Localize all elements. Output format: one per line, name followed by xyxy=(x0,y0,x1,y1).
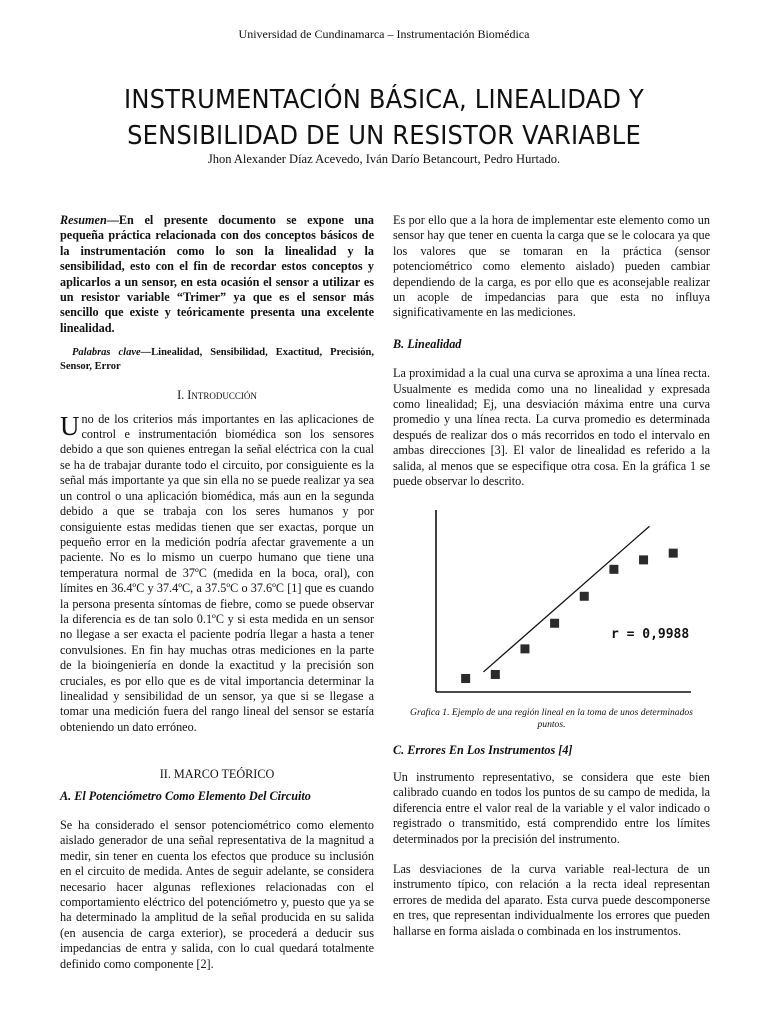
section-2-heading: II. MARCO TEÓRICO xyxy=(159,767,275,782)
subsection-b-heading: B. Linealidad xyxy=(393,336,462,351)
subsection-c-text-2: Las desviaciones de la curva variable real-lectura de un instrumento típico, con relación a la recta ideal representan errores de medida del aparato. Esta curva puede descomponerse en tres, que representan individualmente los errores que pueden hallarse en forma aislada o combinada en los instrumentos. xyxy=(393,861,710,938)
keywords xyxy=(60,346,374,373)
subsection-a-text: Se ha considerado el sensor potenciométrico como elemento aislado generador de una señal representativa de la magnitud a medir, sin tener en cuenta los efectos que produce su inclusión en el circuito de medida. Antes de seguir adelante, se considera necesario hacer algunas reflexiones relacionadas con el comportamiento eléctrico del potenciómetro y, puesto que ya se ha determinado la amplitud de la señal producida en su salida (en ausencia de carga exterior), se procederá a deducir sus impedancias de entra y salida, con lo cual quedará totalmente definido como componente [2]. xyxy=(60,818,374,971)
data-point xyxy=(580,591,589,600)
paper-title xyxy=(27,82,741,154)
title-line-2: SENSIBILIDAD DE UN RESISTOR VARIABLE xyxy=(127,121,641,151)
data-point xyxy=(550,618,559,627)
data-point xyxy=(609,564,618,573)
running-header: Universidad de Cundinamarca – Instrumentación Biomédica xyxy=(238,27,530,41)
data-point xyxy=(491,669,500,678)
drop-cap: U xyxy=(60,410,80,441)
keywords-text: —Linealidad, Sensibilidad, Exactitud, Precisión, Sensor, Error xyxy=(60,347,374,372)
data-point xyxy=(461,674,470,683)
data-point xyxy=(520,644,529,653)
section-1-title: Introducción xyxy=(187,388,257,403)
intro-paragraph xyxy=(60,412,374,736)
abstract-label: Resumen xyxy=(60,213,107,227)
data-point xyxy=(669,548,678,557)
subsection-c-heading: C. Errores En Los Instrumentos [4] xyxy=(393,742,573,757)
data-point xyxy=(639,555,648,564)
right-column xyxy=(393,213,710,939)
section-1-heading xyxy=(60,388,374,403)
linearity-chart xyxy=(393,504,710,704)
section-1-number: I. xyxy=(177,388,185,403)
keywords-label: Palabras clave xyxy=(72,347,141,359)
subsection-c-text-1: Un instrumento representativo, se considera que este bien calibrado cuando en todos los puntos de su campo de medida, la diferencia entre el valor real de la variable y el valor indicado o registrado o transmitido, está comprendido entre los límites determinados por la precisión del instrumento. xyxy=(393,769,710,846)
authors: Jhon Alexander Díaz Acevedo, Iván Darío Betancourt, Pedro Hurtado. xyxy=(207,152,561,166)
subsection-a-heading: A. El Potenciómetro Como Elemento Del Circuito xyxy=(60,788,311,803)
left-column xyxy=(60,213,374,972)
linearity-figure xyxy=(393,504,710,704)
title-line-1: INSTRUMENTACIÓN BÁSICA, LINEALIDAD Y xyxy=(124,85,644,115)
figure-caption: Grafica 1. Ejemplo de una región lineal en la toma de unos determinados puntos. xyxy=(410,706,693,730)
correlation-label: r = 0,9988 xyxy=(610,626,690,642)
intro-text: no de los criterios más importantes en las aplicaciones de control e instrumentación biomédica son los sensores debido a que son quienes entregan la señal eléctrica con la cual se ha de trabajar durante todo el circuito, por consiguiente es la señal más importante ya que sin ella no se puede realizar ya sea un control o una aplicación biomédica, más aun en la segunda debido a que se trabaja con los seres humanos y por consiguiente estas medidas tienen que ser exactas, porque un pequeño error en la medición podría afectar gravemente a un paciente. No es lo mismo un cuerpo humano que tiene una temperatura normal de 37ºC (medida en la boca, oral), con límites en 36.4ºC y 37.4ºC, a 37.5ºC o 37.6ºC [1] que es cuando la persona presenta síntomas de fiebre, como se puede observar la diferencia es de tan solo 0.1ºC y si esta medida en un sensor no llegase a ser exacta el paciente podría llegar a hasta a tener convulsiones. En fin hay muchas otras mediciones en la parte de la bioingeniería en donde la exactitud y la precisión son cruciales, es por ello que es de vital importancia determinar la linealidad y sensibilidad de un sensor, ya que si se llegase a tomar una medición fuera del rango lineal del sensor se estaría obteniendo un dato erróneo. xyxy=(60,411,374,734)
subsection-b-text: La proximidad a la cual una curva se aproxima a una línea recta. Usualmente es medida como una no linealidad y expresada como linealidad; Ej, una desviación máxima entre una curva promedio y una línea recta. La curva promedio es determinada después de realizar dos o más recorridos en todo el intervalo en ambas direcciones [3]. El valor de linealidad es referido a la salida, al menos que se especifique otra cosa. En la gráfica 1 se puede observar lo descrito. xyxy=(393,366,710,489)
abstract-text: —En el presente documento se expone una pequeña práctica relacionada con dos conceptos básicos de la instrumentación como lo son la linealidad y la sensibilidad, esto con el fin de recordar estos conceptos y aplicarlos a un sensor, en esta ocasión el sensor a utilizar es un resistor variable “Trimer” ya que es el sensor más sencillo que existe y teóricamente presenta una excelente linealidad. xyxy=(60,213,374,335)
subsection-a-continued: Es por ello que a la hora de implementar este elemento como un sensor hay que tener en cuenta la carga que se le colocara ya que los valores que se tomaran en la práctica (sensor potenciométrico como elemento aislado) pueden cambiar dependiendo de la carga, es por ello que es aconsejable realizar un acople de impedancias para que esta no influya significativamente en las mediciones. xyxy=(393,213,710,320)
fit-line xyxy=(483,526,649,672)
abstract xyxy=(60,213,374,336)
